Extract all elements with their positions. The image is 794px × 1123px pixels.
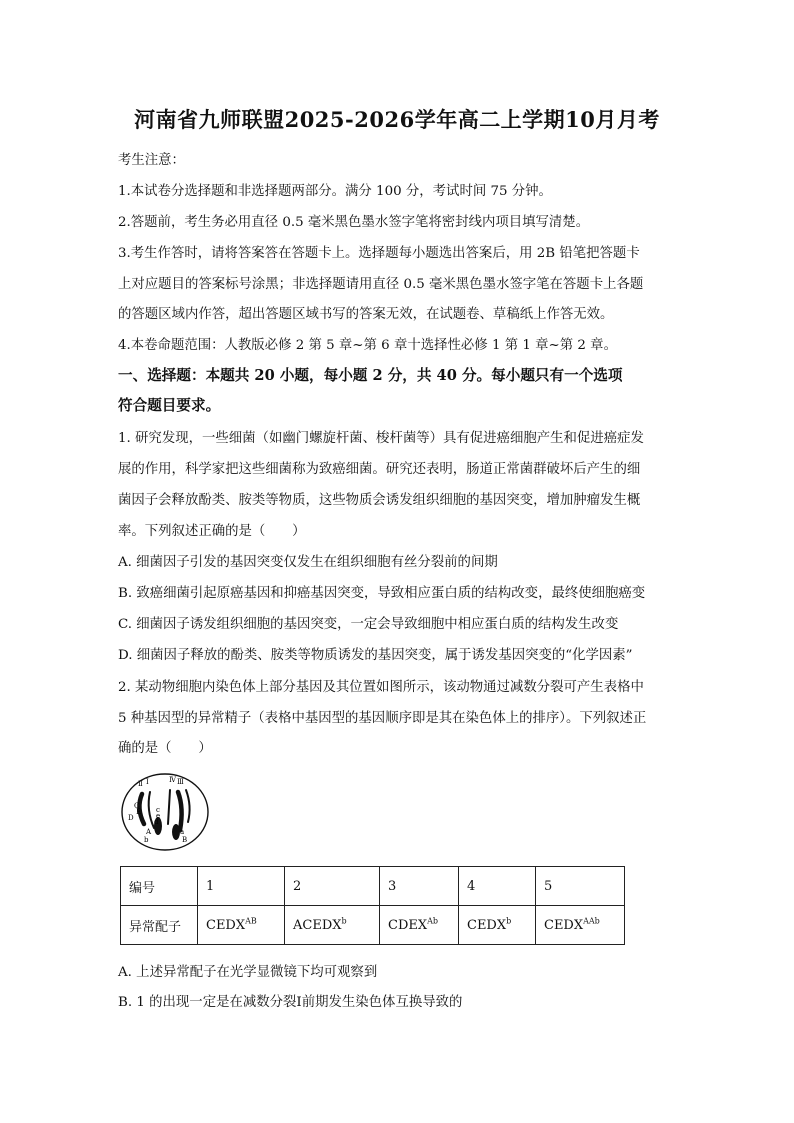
gene-c: c xyxy=(156,806,160,814)
chromosome-right-outer xyxy=(178,792,182,830)
genotype-base: CEDX xyxy=(544,917,584,933)
genotype-base: CDEX xyxy=(388,917,428,933)
q1-stem-line-2: 展的作用，科学家把这些细菌称为致癌细菌。研究还表明，肠道正常菌群破坏后产生的细 xyxy=(118,462,641,477)
label-roman-3: Ⅲ xyxy=(177,778,184,786)
chromosome-center xyxy=(168,790,170,824)
table-row xyxy=(121,906,625,945)
q2-option-a: A. 上述异常配子在光学显微镜下均可观察到 xyxy=(118,965,378,980)
label-roman-2: Ⅱ xyxy=(138,780,143,788)
gene-b: b xyxy=(144,836,149,844)
genotype-sup: b xyxy=(506,916,512,926)
table-cell xyxy=(285,906,380,945)
genotype-sup: AB xyxy=(245,916,257,926)
notice-2: 2.答题前，考生务必用直径 0.5 毫米黑色墨水签字笔将密封线内项目填写清楚。 xyxy=(118,215,590,230)
table-cell xyxy=(459,906,536,945)
notice-3-cont-1: 上对应题目的答案标号涂黑；非选择题请用直径 0.5 毫米黑色墨水签字笔在答题卡上各题 xyxy=(118,277,644,292)
table-header-gamete: 异常配子 xyxy=(121,906,198,945)
genotype-base: CEDX xyxy=(206,917,246,933)
notice-3-cont-2: 的答题区域内作答，超出答题区域书写的答案无效，在试题卷、草稿纸上作答无效。 xyxy=(118,307,614,322)
page-title: 河南省九师联盟2025-2026学年高二上学期10月月考 xyxy=(134,107,660,132)
q2-option-b: B. 1 的出现一定是在减数分裂Ⅰ前期发生染色体互换导致的 xyxy=(118,995,463,1010)
table-cell: 5 xyxy=(536,867,625,906)
table-cell: 3 xyxy=(380,867,459,906)
table-header-number: 编号 xyxy=(121,867,198,906)
genotype-sup: AAb xyxy=(583,916,600,926)
chromosome-right-inner xyxy=(186,790,190,822)
table-cell xyxy=(380,906,459,945)
notice-4: 4.本卷命题范围：人教版必修 2 第 5 章~第 6 章十选择性必修 1 第 1 章~第 2 章。 xyxy=(118,338,617,353)
gene-D: D xyxy=(128,814,134,822)
abnormal-gamete-table xyxy=(120,866,625,945)
table-cell: 1 xyxy=(198,867,285,906)
notice-heading: 考生注意： xyxy=(118,153,185,168)
gene-C: C xyxy=(134,802,140,810)
chromosome-small-right xyxy=(172,824,180,840)
genotype-base: CEDX xyxy=(467,917,507,933)
table-cell xyxy=(198,906,285,945)
q1-option-c: C. 细菌因子诱发组织细胞的基因突变，一定会导致细胞中相应蛋白质的结构发生改变 xyxy=(118,617,619,632)
cell-outline xyxy=(122,774,208,850)
gene-a: a xyxy=(180,828,185,836)
genotype-base: ACEDX xyxy=(293,917,342,933)
genotype-sup: b xyxy=(341,916,347,926)
q2-stem-line-2: 5 种基因型的异常精子（表格中基因型的基因顺序即是其在染色体上的排序）。下列叙述正 xyxy=(118,711,647,726)
table-cell: 2 xyxy=(285,867,380,906)
q1-option-a: A. 细菌因子引发的基因突变仅发生在组织细胞有丝分裂前的间期 xyxy=(118,555,498,570)
table-cell: 4 xyxy=(459,867,536,906)
gene-A: A xyxy=(146,828,152,836)
notice-1: 1.本试卷分选择题和非选择题两部分。满分 100 分，考试时间 75 分钟。 xyxy=(118,184,552,199)
q1-stem-line-3: 菌因子会释放酚类、胺类等物质，这些物质会诱发组织细胞的基因突变，增加肿瘤发生概 xyxy=(118,493,641,508)
gene-E: E xyxy=(136,808,142,816)
section-heading-cont: 符合题目要求。 xyxy=(118,397,221,414)
q1-stem-line-1: 1. 研究发现，一些细菌（如幽门螺旋杆菌、梭杆菌等）具有促进癌细胞产生和促进癌症发 xyxy=(118,431,644,446)
notice-3: 3.考生作答时，请将答案答在答题卡上。选择题每小题选出答案后，用 2B 铅笔把答题卡 xyxy=(118,246,640,261)
table-cell xyxy=(536,906,625,945)
q1-option-d: D. 细菌因子释放的酚类、胺类等物质诱发的基因突变，属于诱发基因突变的“化学因素” xyxy=(118,648,633,663)
q1-option-b: B. 致癌细菌引起原癌基因和抑癌基因突变，导致相应蛋白质的结构改变，最终使细胞癌变 xyxy=(118,586,646,601)
section-heading: 一、选择题：本题共 20 小题，每小题 2 分，共 40 分。每小题只有一个选项 xyxy=(118,367,623,384)
table-row xyxy=(121,867,625,906)
genotype-sup: Ab xyxy=(427,916,439,926)
gene-d: d xyxy=(154,818,159,826)
gene-B: B xyxy=(182,836,188,844)
gene-e: e xyxy=(156,812,161,820)
q2-stem-line-3: 确的是（ ） xyxy=(118,741,212,756)
q2-stem-line-1: 2. 某动物细胞内染色体上部分基因及其位置如图所示，该动物通过减数分裂可产生表格中 xyxy=(118,680,644,695)
label-roman-4: Ⅳ xyxy=(169,776,176,784)
chromosome-diagram xyxy=(120,772,210,852)
label-roman-1: Ⅰ xyxy=(146,778,149,786)
q1-stem-line-4: 率。下列叙述正确的是（ ） xyxy=(118,524,306,539)
